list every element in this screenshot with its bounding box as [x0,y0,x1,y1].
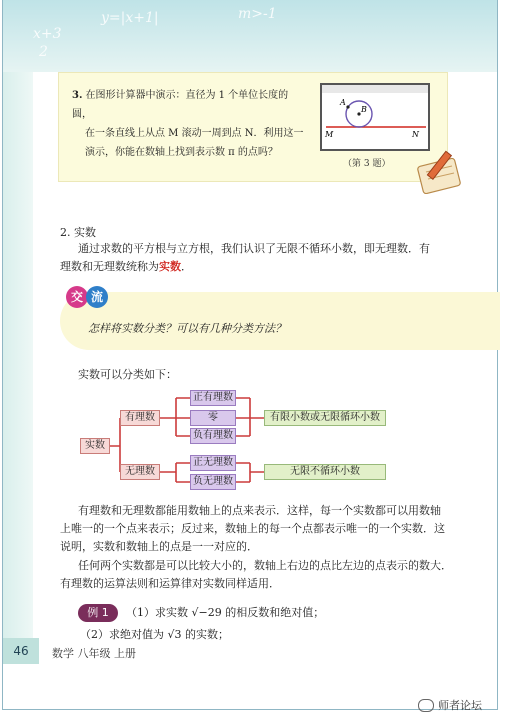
node-rational: 有理数 [120,410,160,426]
body-paragraph-line: 上唯一的一个点来表示；反过来，数轴上的每一个点都表示唯一的一个实数．这 [60,522,445,535]
example-badge: 例 1 [78,604,118,622]
node-zero: 零 [190,410,236,426]
label-m: M [325,130,334,139]
term-real-number: 实数 [159,260,181,273]
intro-text: ． [181,260,192,273]
banner-formula: y=|x+1| [101,10,159,26]
discussion-question: 怎样将实数分类？可以有几种分类方法？ [88,322,286,335]
watermark-text: 师者论坛 [438,699,482,712]
node-positive-irrational: 正无理数 [190,455,236,471]
example-line: （1）求实数 √−29 的相反数和绝对值； [126,606,325,619]
node-irrational: 无理数 [120,464,160,480]
label-n: N [412,130,419,139]
discussion-char: 流 [86,286,108,308]
watermark [418,697,482,713]
body-paragraph-line: 任何两个实数都是可以比较大小的，数轴上右边的点比左边的点表示的数大． [78,559,452,572]
body-paragraph-line: 说明，实数和数轴上的点是一一对应的． [60,540,258,553]
exercise-line: 在图形计算器中演示：直径为 1 个单位长度的圆， [72,90,289,120]
node-positive-rational: 正有理数 [190,390,236,406]
book-title: 数学 八年级 上册 [52,647,136,660]
intro-text: 理数和无理数统称为 [60,260,159,273]
classification-lead: 实数可以分类如下： [78,368,177,381]
node-negative-rational: 负有理数 [190,428,236,444]
banner-formula: 2 [39,44,48,60]
figure-caption: （第 3 题） [343,159,391,169]
node-real-number: 实数 [80,438,110,454]
section-title: 2. 实数 [60,226,96,239]
example-line: （2）求绝对值为 √3 的实数； [80,628,229,641]
body-paragraph-line: 有理数和无理数都能用数轴上的点来表示．这样，每一个实数都可以用数轴 [78,504,441,517]
node-rational-description: 有限小数或无限循环小数 [264,410,386,426]
discussion-char: 交 [66,286,88,308]
banner-formula: x+3 [33,26,62,42]
page-number: 46 [3,638,39,664]
node-irrational-description: 无限不循环小数 [264,464,386,480]
exercise-line: 演示，你能在数轴上找到表示数 π 的点吗？ [85,147,278,158]
exercise-number: 3. [72,90,83,101]
node-negative-irrational: 负无理数 [190,474,236,490]
banner-formula: m>-1 [238,6,277,22]
intro-paragraph-line: 通过求数的平方根与立方根，我们认识了无限不循环小数，即无理数．有 [78,242,430,255]
label-a: A [340,98,346,107]
body-paragraph-line: 有理数的运算法则和运算律对实数同样适用． [60,577,280,590]
chat-bubble-icon [418,699,434,712]
exercise-line: 在一条直线上从点 M 滚动一周到点 N．利用这一 [85,128,304,139]
label-b: B [361,105,367,114]
